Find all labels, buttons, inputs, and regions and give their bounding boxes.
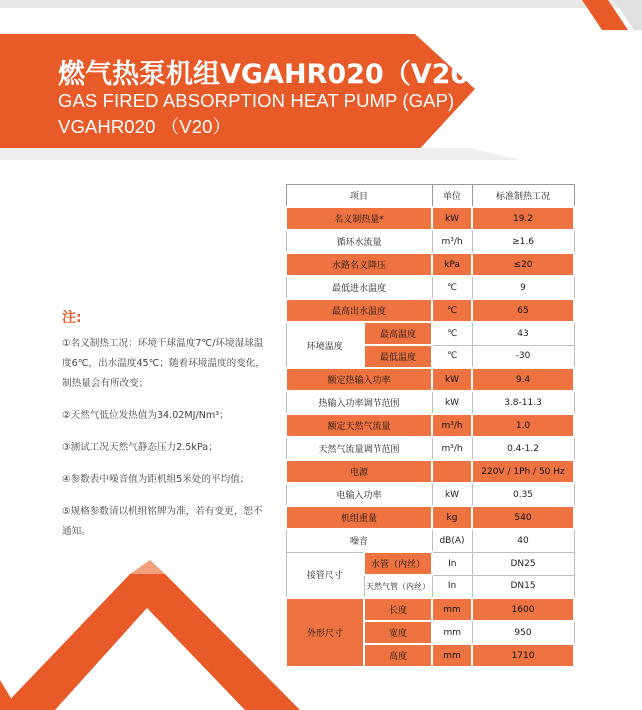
row-unit: mm bbox=[432, 598, 472, 621]
table-row bbox=[286, 437, 574, 460]
row-unit: mm bbox=[432, 621, 472, 644]
row-unit: kW bbox=[432, 391, 472, 414]
row-group-label: 外形尺寸 bbox=[286, 598, 364, 667]
banner-shadow bbox=[0, 148, 520, 160]
row-sub-label: 长度 bbox=[364, 598, 432, 621]
table-header-row bbox=[286, 185, 574, 208]
row-unit: mm bbox=[432, 644, 472, 667]
row-label: 热输入功率调节范围 bbox=[286, 391, 432, 414]
row-value: 65 bbox=[472, 299, 574, 322]
page-subtitle-line1: GAS FIRED ABSORPTION HEAT PUMP (GAP) bbox=[58, 90, 455, 111]
row-value: DN15 bbox=[472, 575, 574, 598]
row-sub-label: 天然气管（内丝） bbox=[364, 575, 432, 598]
row-value: 40 bbox=[472, 529, 574, 552]
row-value: 9 bbox=[472, 276, 574, 299]
table-row bbox=[286, 207, 574, 230]
note-item: ①名义制热工况：环境干球温度7℃/环境湿球温度6℃，出水温度45℃；随着环境温度的变化，制热量会有所改变； bbox=[62, 338, 265, 389]
row-unit: m³/h bbox=[432, 414, 472, 437]
table-row bbox=[286, 253, 574, 276]
row-value: ≥1.6 bbox=[472, 230, 574, 253]
row-group-label: 环境温度 bbox=[286, 322, 364, 368]
row-unit: dB(A) bbox=[432, 529, 472, 552]
row-unit: kPa bbox=[432, 253, 472, 276]
row-value: 9.4 bbox=[472, 368, 574, 391]
row-unit: m³/h bbox=[432, 437, 472, 460]
row-label: 最高出水温度 bbox=[286, 299, 432, 322]
row-value: 220V / 1Ph / 50 Hz bbox=[472, 460, 574, 483]
table-row bbox=[286, 483, 574, 506]
row-unit: m³/h bbox=[432, 230, 472, 253]
row-value: 540 bbox=[472, 506, 574, 529]
row-label: 循环水流量 bbox=[286, 230, 432, 253]
row-sub-label: 最低温度 bbox=[364, 345, 432, 368]
row-value: 1.0 bbox=[472, 414, 574, 437]
row-sub-label: 宽度 bbox=[364, 621, 432, 644]
notes-heading: 注: bbox=[62, 310, 82, 326]
table-row bbox=[286, 299, 574, 322]
row-label: 机组重量 bbox=[286, 506, 432, 529]
top-strip bbox=[0, 0, 642, 8]
note-item: ④参数表中噪音值为距机组5米处的平均值； bbox=[62, 474, 250, 485]
row-sub-label: 水管（内丝） bbox=[364, 552, 432, 575]
row-label: 名义制热量* bbox=[286, 207, 432, 230]
row-value: 1710 bbox=[472, 644, 574, 667]
row-value: DN25 bbox=[472, 552, 574, 575]
row-unit: In bbox=[432, 552, 472, 575]
row-value: 43 bbox=[472, 322, 574, 345]
table-row bbox=[286, 414, 574, 437]
corner-decoration bbox=[562, 0, 642, 30]
row-unit: kW bbox=[432, 483, 472, 506]
note-item: ⑤规格参数请以机组铭牌为准，若有变更，恕不通知。 bbox=[62, 506, 263, 537]
row-unit bbox=[432, 460, 472, 483]
row-label: 噪音 bbox=[286, 529, 432, 552]
header-unit: 单位 bbox=[432, 185, 472, 208]
chevron-decoration bbox=[0, 560, 300, 710]
note-item: ②天然气低位发热值为34.02MJ/Nm³； bbox=[62, 410, 229, 421]
row-value: 0.4-1.2 bbox=[472, 437, 574, 460]
spec-table bbox=[285, 184, 575, 668]
row-label: 最低进水温度 bbox=[286, 276, 432, 299]
table-row bbox=[286, 506, 574, 529]
page-title: 燃气热泵机组VGAHR020（V20） bbox=[58, 59, 497, 90]
row-value: 19.2 bbox=[472, 207, 574, 230]
table-row bbox=[286, 322, 574, 345]
row-value: 0.35 bbox=[472, 483, 574, 506]
table-row bbox=[286, 276, 574, 299]
table-row bbox=[286, 529, 574, 552]
row-unit: In bbox=[432, 575, 472, 598]
row-unit: ℃ bbox=[432, 276, 472, 299]
table-row bbox=[286, 598, 574, 621]
page-subtitle-line2: VGAHR020 （V20） bbox=[58, 116, 232, 137]
table-row bbox=[286, 552, 574, 575]
row-unit: ℃ bbox=[432, 322, 472, 345]
row-unit: ℃ bbox=[432, 299, 472, 322]
row-value: -30 bbox=[472, 345, 574, 368]
row-label: 电输入功率 bbox=[286, 483, 432, 506]
row-label: 天然气流量调节范围 bbox=[286, 437, 432, 460]
row-group-label: 接管尺寸 bbox=[286, 552, 364, 598]
row-label: 额定热输入功率 bbox=[286, 368, 432, 391]
row-sub-label: 最高温度 bbox=[364, 322, 432, 345]
row-label: 水路名义降压 bbox=[286, 253, 432, 276]
notes-list bbox=[62, 334, 267, 554]
row-sub-label: 高度 bbox=[364, 644, 432, 667]
note-item: ③测试工况天然气静态压力2.5kPa； bbox=[62, 442, 218, 453]
table-row bbox=[286, 460, 574, 483]
header-value: 标准制热工况 bbox=[472, 185, 574, 208]
row-unit: kW bbox=[432, 207, 472, 230]
row-value: 950 bbox=[472, 621, 574, 644]
table-row bbox=[286, 230, 574, 253]
table-row bbox=[286, 368, 574, 391]
header-item: 项目 bbox=[286, 185, 432, 208]
row-value: 1600 bbox=[472, 598, 574, 621]
row-value: 3.8-11.3 bbox=[472, 391, 574, 414]
row-label: 电源 bbox=[286, 460, 432, 483]
row-value: ≤20 bbox=[472, 253, 574, 276]
row-unit: ℃ bbox=[432, 345, 472, 368]
row-unit: kg bbox=[432, 506, 472, 529]
row-label: 额定天然气流量 bbox=[286, 414, 432, 437]
row-unit: kW bbox=[432, 368, 472, 391]
table-row bbox=[286, 391, 574, 414]
